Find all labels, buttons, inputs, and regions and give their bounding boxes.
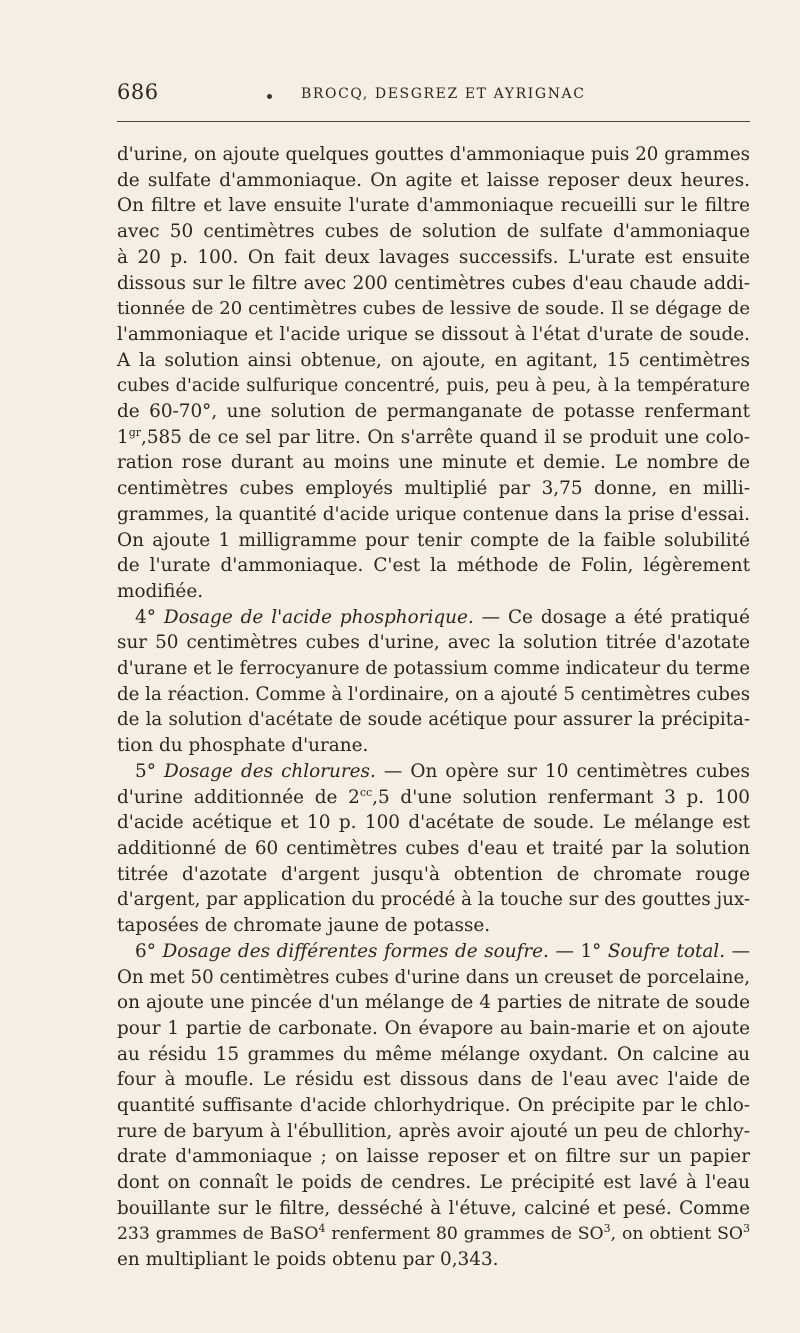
text-line: tionnée de 20 centimètres cubes de lessive de soude. Il se dégage de bbox=[117, 298, 750, 320]
text-fragment: — Ce dosage a été pratiqué bbox=[473, 606, 750, 628]
text-line: de sulfate d'ammoniaque. On agite et laisse reposer deux heures. bbox=[117, 169, 750, 191]
text-line: dissous sur le filtre avec 200 centimètres cubes d'eau chaude addi- bbox=[117, 272, 750, 294]
text-line: modifiée. bbox=[117, 580, 204, 602]
section-heading-line bbox=[117, 605, 750, 631]
text-fragment: ,5 d'une solution renfermant 3 p. 100 bbox=[372, 786, 750, 808]
text-fragment: 6° bbox=[135, 940, 163, 962]
text-line: on ajoute une pincée d'un mélange de 4 parties de nitrate de soude bbox=[117, 992, 750, 1014]
text-line: avec 50 centimètres cubes de solution de sulfate d'ammoniaque bbox=[117, 221, 750, 243]
text-fragment: — On opère sur 10 centimètres cubes bbox=[375, 760, 750, 782]
text-line: On ajoute 1 milligramme pour tenir compte de la faible solubilité bbox=[117, 529, 750, 551]
text-line: On met 50 centimètres cubes d'urine dans un creuset de porcelaine, bbox=[117, 966, 750, 988]
ink-dot bbox=[267, 94, 272, 99]
superscript: gr bbox=[128, 425, 142, 439]
text-line: d'argent, par application du procédé à la touche sur des gouttes jux- bbox=[117, 889, 750, 911]
section-heading-line bbox=[117, 759, 750, 785]
text-line: d'urine, on ajoute quelques gouttes d'ammoniaque puis 20 grammes bbox=[117, 144, 750, 165]
text-line: de la solution d'acétate de soude acétique pour assurer la précipita- bbox=[117, 709, 750, 731]
section-title: Dosage de l'acide phosphorique. bbox=[163, 606, 474, 628]
text-line: en multipliant le poids obtenu par 0,343. bbox=[117, 1249, 499, 1271]
text-line: pour 1 partie de carbonate. On évapore au bain-marie et on ajoute bbox=[117, 1017, 750, 1039]
superscript: cc bbox=[359, 785, 373, 799]
text-line: quantité suffisante d'acide chlorhydrique. On précipite par le chlo- bbox=[117, 1095, 750, 1117]
header-rule bbox=[117, 121, 750, 122]
section-title: Dosage des chlorures. bbox=[163, 760, 376, 782]
text-line: tion du phosphate d'urane. bbox=[117, 735, 369, 757]
text-line: d'acide acétique et 10 p. 100 d'acétate de soude. Le mélange est bbox=[117, 812, 750, 834]
text-fragment: renferment 80 grammes de SO bbox=[325, 1223, 604, 1244]
text-line: ration rose durant au moins une minute et demie. Le nombre de bbox=[117, 452, 750, 474]
superscript: 3 bbox=[743, 1221, 750, 1235]
superscript: 3 bbox=[603, 1221, 611, 1235]
text-line: sur 50 centimètres cubes d'urine, avec la solution titrée d'azotate bbox=[117, 632, 750, 654]
page-header bbox=[117, 80, 750, 110]
text-line: drate d'ammoniaque ; on laisse reposer et on filtre sur un papier bbox=[117, 1146, 750, 1168]
text-line: centimètres cubes employés multiplié par 3,75 donne, en milli- bbox=[117, 478, 750, 500]
text-fragment: 1 bbox=[117, 426, 129, 448]
text-line: taposées de chromate jaune de potasse. bbox=[117, 915, 491, 937]
text-line: dont on connaît le poids de cendres. Le précipité est lavé à l'eau bbox=[117, 1172, 750, 1194]
text-line bbox=[117, 1222, 750, 1248]
text-line: four à moufle. Le résidu est dissous dans de l'eau avec l'aide de bbox=[117, 1069, 750, 1091]
text-line: de l'urate d'ammoniaque. C'est la méthode de Folin, légèrement bbox=[117, 555, 750, 577]
text-line: bouillante sur le filtre, desséché à l'étuve, calciné et pesé. Comme bbox=[117, 1197, 750, 1219]
text-line bbox=[117, 785, 750, 811]
text-line: au résidu 15 grammes du même mélange oxydant. On calcine au bbox=[117, 1043, 750, 1065]
text-fragment: d'urine additionnée de 2 bbox=[117, 786, 360, 808]
text-line: A la solution ainsi obtenue, on ajoute, en agitant, 15 centimètres bbox=[117, 349, 750, 371]
text-line: de 60-70°, une solution de permanganate de potasse renfermant bbox=[117, 401, 750, 423]
text-fragment: — bbox=[725, 940, 751, 962]
text-line bbox=[117, 425, 750, 451]
section-heading-line bbox=[117, 939, 750, 965]
text-fragment: 233 grammes de BaSO bbox=[117, 1223, 319, 1244]
text-fragment: — 1° bbox=[548, 940, 608, 962]
text-line: l'ammoniaque et l'acide urique se dissout à l'état d'urate de soude. bbox=[117, 323, 750, 345]
text-line: grammes, la quantité d'acide urique contenue dans la prise d'essai. bbox=[117, 503, 750, 525]
text-line: titrée d'azotate d'argent jusqu'à obtention de chromate rouge bbox=[117, 863, 750, 885]
body-text bbox=[117, 142, 750, 1273]
text-line: rure de baryum à l'ébullition, après avoir ajouté un peu de chlorhy- bbox=[117, 1120, 750, 1142]
text-line: cubes d'acide sulfurique concentré, puis, peu à peu, à la température bbox=[117, 375, 750, 397]
text-line: On filtre et lave ensuite l'urate d'ammoniaque recueilli sur le filtre bbox=[117, 195, 750, 217]
text-line: additionné de 60 centimètres cubes d'eau et traité par la solution bbox=[117, 837, 750, 859]
text-fragment: 5° bbox=[135, 760, 164, 782]
text-fragment: 4° bbox=[135, 606, 164, 628]
text-line: d'urane et le ferrocyanure de potassium comme indicateur du terme bbox=[117, 658, 750, 680]
section-title: Dosage des différentes formes de soufre. bbox=[162, 940, 549, 962]
text-fragment: ,585 de ce sel par litre. On s'arrête quand il se produit une colo- bbox=[141, 426, 750, 448]
running-title: BROCQ, DESGREZ ET AYRIGNAC bbox=[301, 86, 586, 102]
superscript: 4 bbox=[318, 1221, 326, 1235]
text-line: de la réaction. Comme à l'ordinaire, on a ajouté 5 centimètres cubes bbox=[117, 683, 751, 705]
text-fragment: , on obtient SO bbox=[610, 1223, 743, 1244]
page-number: 686 bbox=[117, 80, 159, 104]
text-line: à 20 p. 100. On fait deux lavages successifs. L'urate est ensuite bbox=[117, 246, 750, 268]
subsection-title: Soufre total. bbox=[607, 940, 726, 962]
